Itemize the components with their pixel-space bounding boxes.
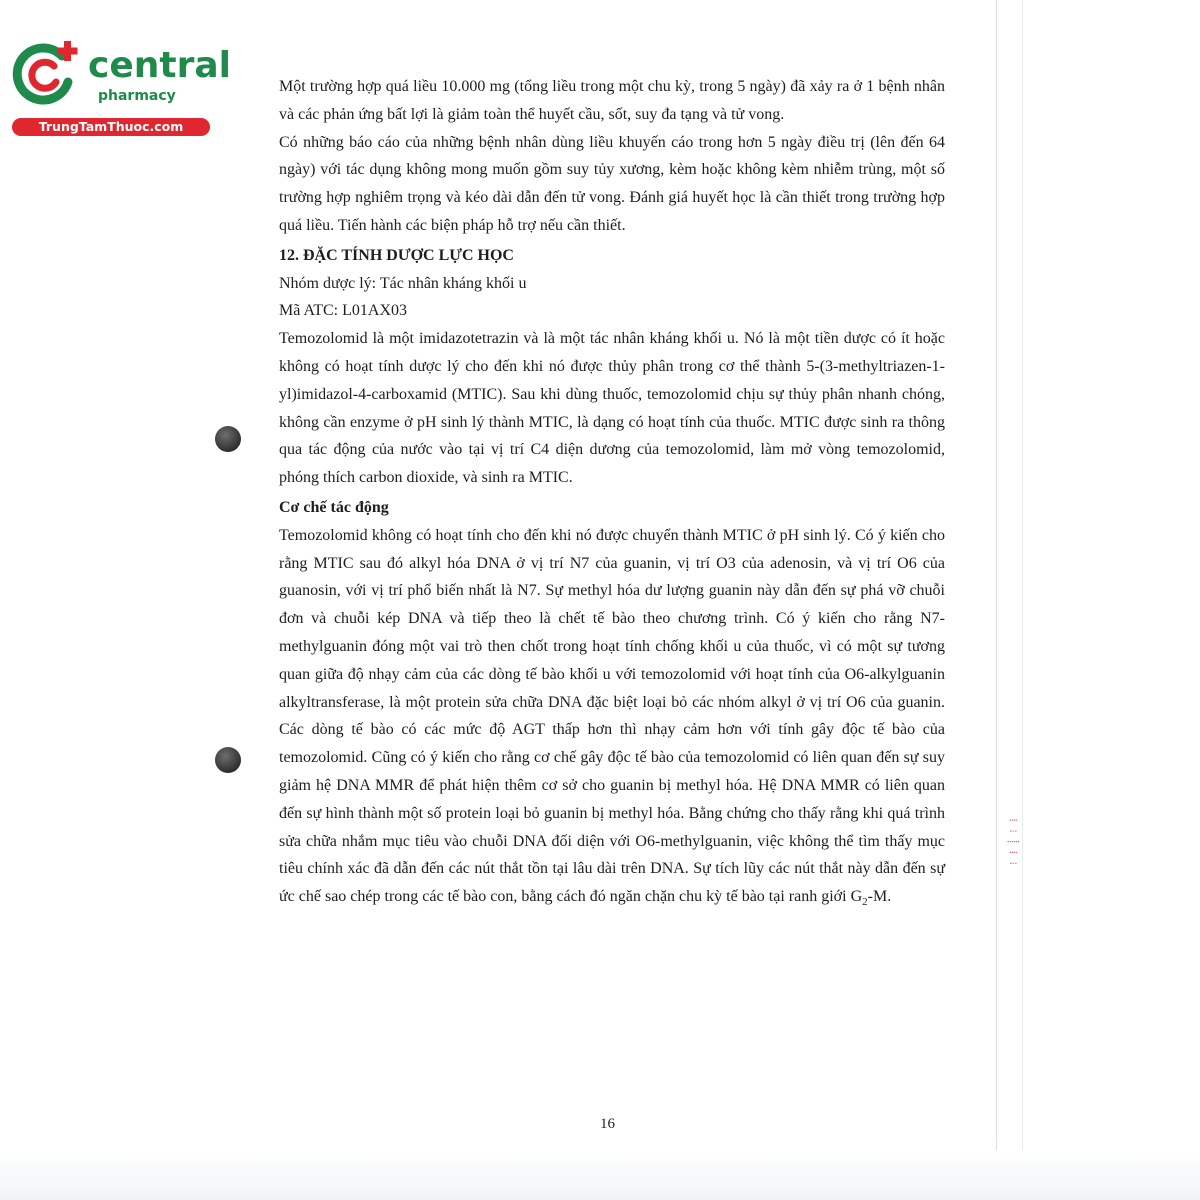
- pharmacy-cross-logo-icon: [10, 38, 80, 108]
- page-number: 16: [600, 1116, 615, 1132]
- logo-brand-name: central: [88, 45, 231, 86]
- paragraph-overdose-case: Một trường hợp quá liều 10.000 mg (tổng liều trong một chu kỳ, trong 5 ngày) đã xảy ra ở 1 bệnh nhân và các phản ứng bất lợi là giảm toàn thể huyết cầu, sốt, suy đa tạng và tử vong.: [279, 78, 945, 123]
- atc-code: Mã ATC: L01AX03: [279, 302, 407, 320]
- pharmacologic-group: Nhóm dược lý: Tác nhân kháng khối u: [279, 274, 527, 292]
- scan-bottom-shade: [0, 1150, 1200, 1200]
- page-edge-line: [996, 0, 997, 1200]
- g2-phase-subscript: 2: [862, 896, 868, 909]
- subheading-mechanism: Cơ chế tác động: [279, 498, 389, 516]
- document-body: [279, 73, 945, 917]
- logo-website-badge[interactable]: TrungTamThuoc.com: [12, 118, 210, 136]
- mechanism-text: Temozolomid không có hoạt tính cho đến khi nó được chuyển thành MTIC ở pH sinh lý. Có ý kiến cho rằng MTIC sau đó alkyl hóa DNA ở vị trí N7 của guanin, vị trí O3 của adenosin, và vị trí O6 của guanosin, với vị trí phổ biến nhất là N7. Sự methyl hóa dư lượng guanin này dẫn đến sự phá vỡ chuỗi đơn và chuỗi kép DNA và tiếp theo là chết tế bào theo chương trình. Có ý kiến cho rằng N7-methylguanin đóng một vai trò then chốt trong hoạt tính chống khối u của thuốc, vì có một sự tương quan giữa độ nhạy cảm của các dòng tế bào khối u với temozolomid với hoạt tính của O6-alkylguanin alkyltransferase, là một protein sửa chữa DNA đặc biệt loại bỏ các nhóm alkyl ở vị trí O6 của guanin. Các dòng tế bào có các mức độ AGT thấp hơn thì nhạy cảm hơn với tính gây độc tế bào của temozolomid. Cũng có ý kiến cho rằng cơ chế gây độc tế bào của temozolomid có liên quan đến sự suy giảm hệ DNA MMR để phát hiện thêm cơ sở cho guanin bị methyl hóa. Hệ DNA MMR có liên quan đến sự hình thành một số protein loại bỏ guanin bị methyl hóa. Bằng chứng cho thấy rằng khi quá trình sửa chữa nhắm mục tiêu vào chuỗi DNA đối diện với O6-methylguanin, việc không thể tìm thấy mục tiêu chính xác đã dẫn đến các nút thắt tồn tại lâu dài trên DNA. Sự tích lũy các nút thắt này dẫn đến sự ức chế sao chép trong các tế bào con, bằng cách đó ngăn chặn chu kỳ tế bào tại ranh giới: [279, 526, 945, 906]
- punch-hole-top: [215, 426, 241, 452]
- logo-brand-sub: pharmacy: [98, 88, 176, 104]
- punch-hole-bottom: [215, 747, 241, 773]
- section-heading-pharmacodynamics: 12. ĐẶC TÍNH DƯỢC LỰC HỌC: [279, 246, 514, 264]
- paragraph-mechanism: [279, 522, 945, 917]
- page-edge-line-2: [1022, 0, 1023, 1200]
- paragraph-overdose-reports: Có những báo cáo của những bệnh nhân dùng liều khuyến cáo trong hơn 5 ngày điều trị (lên đến 64 ngày) với tác dụng không mong muốn gồm suy tủy xương, kèm hoặc không kèm nhiễm trùng, một số trường hợp nghiêm trọng và kéo dài dẫn đến tử vong. Đánh giá huyết học là cần thiết trong trường hợp quá liều. Tiến hành các biện pháp hỗ trợ nếu cần thiết.: [279, 133, 945, 234]
- paragraph-temozolomide-description: Temozolomid là một imidazotetrazin và là một tác nhân kháng khối u. Nó là một tiền dược có ít hoặc không có hoạt tính dược lý cho đến khi nó được thủy phân trong cơ thể thành 5-(3-methyltriazen-1-yl)imidazol-4-carboxamid (MTIC). Sau khi dùng thuốc, temozolomid chịu sự thủy phân nhanh chóng, không cần enzyme ở pH sinh lý thành MTIC, là dạng có hoạt tính của thuốc. MTIC được sinh ra thông qua tác động của nước vào tại vị trí C4 diện dương của temozolomid, làm mở vòng temozolomid, phóng thích carbon dioxide, và sinh ra MTIC.: [279, 330, 945, 487]
- red-seal-stamp-fragment: ⁝ ⁞ ⸽ ⁝ ⁞: [1007, 816, 1020, 865]
- g2-phase-suffix: -M.: [867, 888, 892, 906]
- central-pharmacy-logo[interactable]: [10, 38, 231, 138]
- g2-phase-base: G: [850, 888, 863, 906]
